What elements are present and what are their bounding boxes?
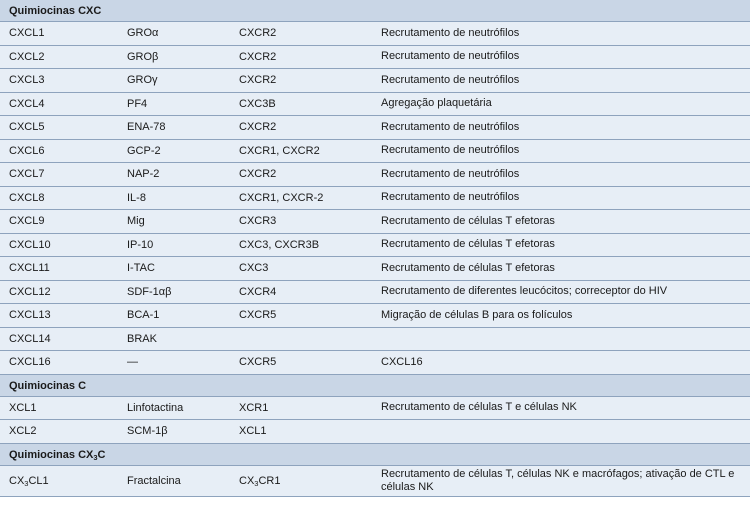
receptor-subscript: 3 <box>254 478 259 488</box>
chemokine-name: CXCL1 <box>9 27 45 40</box>
receptor: CXCR2 <box>239 168 277 181</box>
table-row <box>0 46 750 70</box>
chemokine-name: CXCL16 <box>9 356 51 369</box>
function: Recrutamento de neutrófilos <box>381 73 520 86</box>
receptor: CXCR2 <box>239 74 277 87</box>
section-header-c: Quimiocinas C <box>0 375 750 397</box>
chemokine-alias: IP-10 <box>127 238 154 251</box>
function: Recrutamento de neutrófilos <box>381 191 520 204</box>
section-rows-cxc <box>0 22 750 375</box>
receptor: CXCR2 <box>239 50 277 63</box>
table-row <box>0 281 750 305</box>
table-row <box>0 304 750 328</box>
receptor: CXCR2 <box>239 27 277 40</box>
function: Recrutamento de diferentes leucócitos; correceptor do HIV <box>381 285 668 298</box>
chemokine-alias: GROα <box>127 27 159 40</box>
receptor: CXCR5 <box>239 356 277 369</box>
section-title-part: Quimiocinas CX <box>9 448 94 461</box>
chemokine-alias: NAP-2 <box>127 168 160 181</box>
chemokine-alias: Fractalcina <box>127 474 181 487</box>
chemokine-alias: GROβ <box>127 50 159 63</box>
function: Recrutamento de neutrófilos <box>381 50 520 63</box>
chemokine-name: XCL2 <box>9 425 37 438</box>
chemokine-name: CXCL10 <box>9 238 51 251</box>
receptor: CXCR2 <box>239 121 277 134</box>
function: Recrutamento de células T e células NK <box>381 401 577 414</box>
table-row <box>0 69 750 93</box>
chemokine-alias: PF4 <box>127 97 148 110</box>
table-row <box>0 328 750 352</box>
chemokine-alias: BRAK <box>127 332 157 345</box>
chemokine-name: CXCL12 <box>9 285 51 298</box>
chemokine-alias: IL-8 <box>127 191 146 204</box>
chemokine-alias: Linfotactina <box>127 401 184 414</box>
receptor-part: CR1 <box>258 474 281 487</box>
receptor: XCR1 <box>239 401 269 414</box>
function: Recrutamento de células T efetoras <box>381 238 555 251</box>
function: Recrutamento de células T efetoras <box>381 214 555 227</box>
receptor: CXCR1, CXCR-2 <box>239 191 324 204</box>
table-row <box>0 163 750 187</box>
table-row <box>0 234 750 258</box>
name-subscript: 3 <box>24 478 29 488</box>
table-row <box>0 466 750 497</box>
chemokine-name: CXCL13 <box>9 309 51 322</box>
name-part: CX <box>9 474 25 487</box>
chemokine-name: CXCL5 <box>9 121 45 134</box>
function: Recrutamento de células T, células NK e macrófagos; ativação de CTL e células NK <box>381 467 735 493</box>
table-row <box>0 397 750 421</box>
function: Recrutamento de neutrófilos <box>381 26 520 39</box>
receptor: CXCR5 <box>239 309 277 322</box>
table-row <box>0 93 750 117</box>
table-row <box>0 22 750 46</box>
chemokine-alias: I-TAC <box>127 262 155 275</box>
table-row <box>0 257 750 281</box>
function: Recrutamento de neutrófilos <box>381 144 520 157</box>
chemokine-alias: BCA-1 <box>127 309 160 322</box>
chemokine-name: CXCL4 <box>9 97 45 110</box>
receptor-part: CX <box>239 474 255 487</box>
function: Agregação plaquetária <box>381 97 492 110</box>
chemokine-alias: SDF-1αβ <box>127 285 172 298</box>
chemokine-name: CXCL9 <box>9 215 45 228</box>
table-row <box>0 420 750 444</box>
chemokine-alias: — <box>127 356 138 369</box>
section-rows-c <box>0 397 750 444</box>
chemokine-alias: GCP-2 <box>127 144 161 157</box>
table-row <box>0 140 750 164</box>
receptor: CXCR4 <box>239 285 277 298</box>
chemokine-name <box>0 475 118 487</box>
receptor: CXC3B <box>239 97 276 110</box>
receptor: CXC3, CXCR3B <box>239 238 320 251</box>
table-row <box>0 210 750 234</box>
chemokine-name: CXCL11 <box>9 262 50 275</box>
chemokine-alias: GROγ <box>127 74 158 87</box>
section-header-cx3c <box>0 444 750 466</box>
chemokine-name: XCL1 <box>9 401 37 414</box>
function: Migração de células B para os folículos <box>381 308 573 321</box>
chemokine-name: CXCL14 <box>9 332 51 345</box>
chemokine-alias: SCM-1β <box>127 425 168 438</box>
receptor: CXC3 <box>239 262 269 275</box>
chemokine-name: CXCL8 <box>9 191 45 204</box>
table-row <box>0 187 750 211</box>
chemokine-name: CXCL6 <box>9 144 45 157</box>
chemokine-alias: Mig <box>127 215 145 228</box>
function: Recrutamento de células T efetoras <box>381 261 555 274</box>
receptor: CXCR1, CXCR2 <box>239 144 320 157</box>
chemokine-name: CXCL7 <box>9 168 45 181</box>
section-header-cxc: Quimiocinas CXC <box>0 0 750 22</box>
section-title-part: C <box>97 448 106 461</box>
table-row <box>0 116 750 140</box>
chemokine-alias: ENA-78 <box>127 121 166 134</box>
receptor: XCL1 <box>239 425 267 438</box>
function: Recrutamento de neutrófilos <box>381 167 520 180</box>
chemokine-name: CXCL2 <box>9 50 45 63</box>
receptor <box>230 475 372 487</box>
function: CXCL16 <box>381 355 423 368</box>
name-part: CL1 <box>28 474 49 487</box>
section-title-subscript: 3 <box>93 452 98 462</box>
receptor: CXCR3 <box>239 215 277 228</box>
chemokine-name: CXCL3 <box>9 74 45 87</box>
table-row <box>0 351 750 375</box>
function: Recrutamento de neutrófilos <box>381 120 520 133</box>
